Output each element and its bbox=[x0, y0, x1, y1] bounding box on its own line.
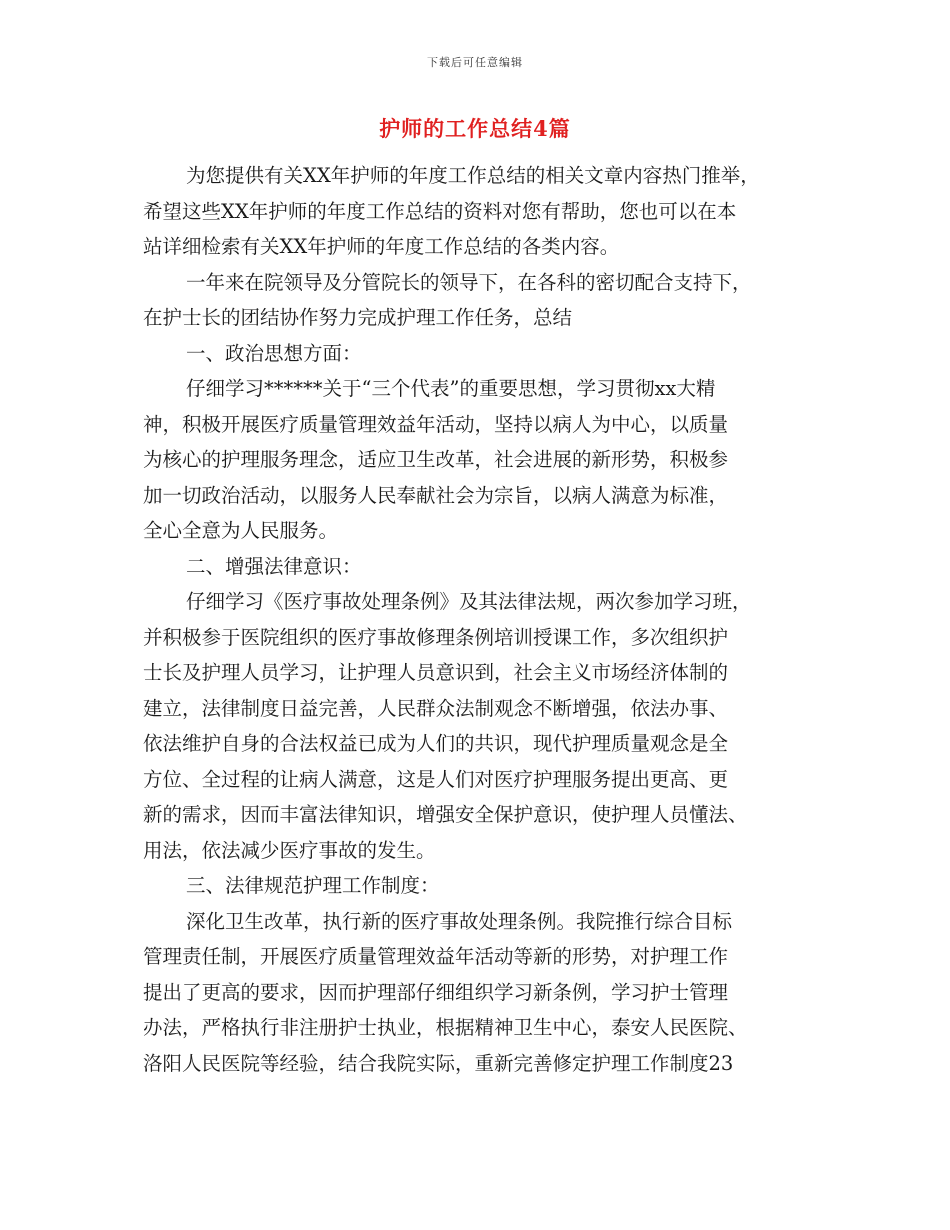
text-line: 方位、全过程的让病人满意，这是人们对医疗护理服务提出更高、更 bbox=[143, 767, 729, 791]
text-line: 并积极参于医院组织的医疗事故修理条例培训授课工作，多次组织护 bbox=[143, 625, 729, 649]
text-line: 二、增强法律意识： bbox=[186, 554, 362, 578]
paragraph-section-1 bbox=[143, 371, 823, 549]
paragraph-section-3 bbox=[143, 904, 823, 1082]
text-line: 深化卫生改革，执行新的医疗事故处理条例。我院推行综合目标 bbox=[186, 909, 733, 933]
text-line: 在护士长的团结协作努力完成护理工作任务，总结 bbox=[143, 306, 573, 329]
text-line: 提出了更高的要求，因而护理部仔细组织学习新条例，学习护士管理 bbox=[143, 980, 729, 1004]
text-line: 为您提供有关XX年护师的年度工作总结的相关文章内容热门推举， bbox=[186, 164, 760, 187]
text-line: 依法维护自身的合法权益已成为人们的共识，现代护理质量观念是全 bbox=[143, 732, 729, 755]
text-line: 三、法律规范护理工作制度： bbox=[186, 874, 440, 897]
section-heading-1 bbox=[143, 336, 823, 372]
paragraph-overview bbox=[143, 265, 823, 336]
document-title: 护师的工作总结4篇 bbox=[379, 116, 571, 141]
text-line: 一年来在院领导及分管院长的领导下，在各科的密切配合支持下， bbox=[186, 270, 752, 294]
text-line: 神，积极开展医疗质量管理效益年活动，坚持以病人为中心，以质量 bbox=[143, 412, 729, 436]
paragraph-intro bbox=[143, 158, 823, 265]
text-line: 全心全意为人民服务。 bbox=[143, 519, 339, 542]
text-line: 仔细学习《医疗事故处理条例》及其法律法规，两次参加学习班， bbox=[186, 590, 752, 613]
document-body bbox=[143, 158, 823, 1081]
page-header: 下载后可任意编辑 bbox=[427, 56, 523, 69]
text-line: 建立，法律制度日益完善，人民群众法制观念不断增强，依法办事、 bbox=[143, 696, 729, 720]
text-line: 加一切政治活动，以服务人民奉献社会为宗旨，以病人满意为标准， bbox=[143, 483, 729, 507]
section-heading-2 bbox=[143, 549, 823, 585]
text-line: 希望这些XX年护师的年度工作总结的资料对您有帮助，您也可以在本 bbox=[143, 199, 737, 223]
text-line: 用法，依法减少医疗事故的发生。 bbox=[143, 838, 436, 862]
text-line: 仔细学习******关于“三个代表”的重要思想，学习贯彻xx大精 bbox=[186, 377, 716, 400]
text-line: 新的需求，因而丰富法律知识，增强安全保护意识，使护理人员懂法、 bbox=[143, 803, 748, 826]
text-line: 为核心的护理服务理念，适应卫生改革，社会进展的新形势，积极参 bbox=[143, 448, 729, 471]
text-line: 站详细检索有关XX年护师的年度工作总结的各类内容。 bbox=[143, 235, 620, 258]
text-line: 办法，严格执行非注册护士执业，根据精神卫生中心，泰安人民医院、 bbox=[143, 1016, 748, 1039]
text-line: 洛阳人民医院等经验，结合我院实际，重新完善修定护理工作制度23 bbox=[143, 1051, 734, 1075]
section-heading-3 bbox=[143, 868, 823, 904]
text-line: 士长及护理人员学习，让护理人员意识到，社会主义市场经济体制的 bbox=[143, 661, 729, 684]
text-line: 一、政治思想方面： bbox=[186, 341, 362, 365]
paragraph-section-2 bbox=[143, 584, 823, 868]
text-line: 管理责任制，开展医疗质量管理效益年活动等新的形势，对护理工作 bbox=[143, 945, 729, 968]
